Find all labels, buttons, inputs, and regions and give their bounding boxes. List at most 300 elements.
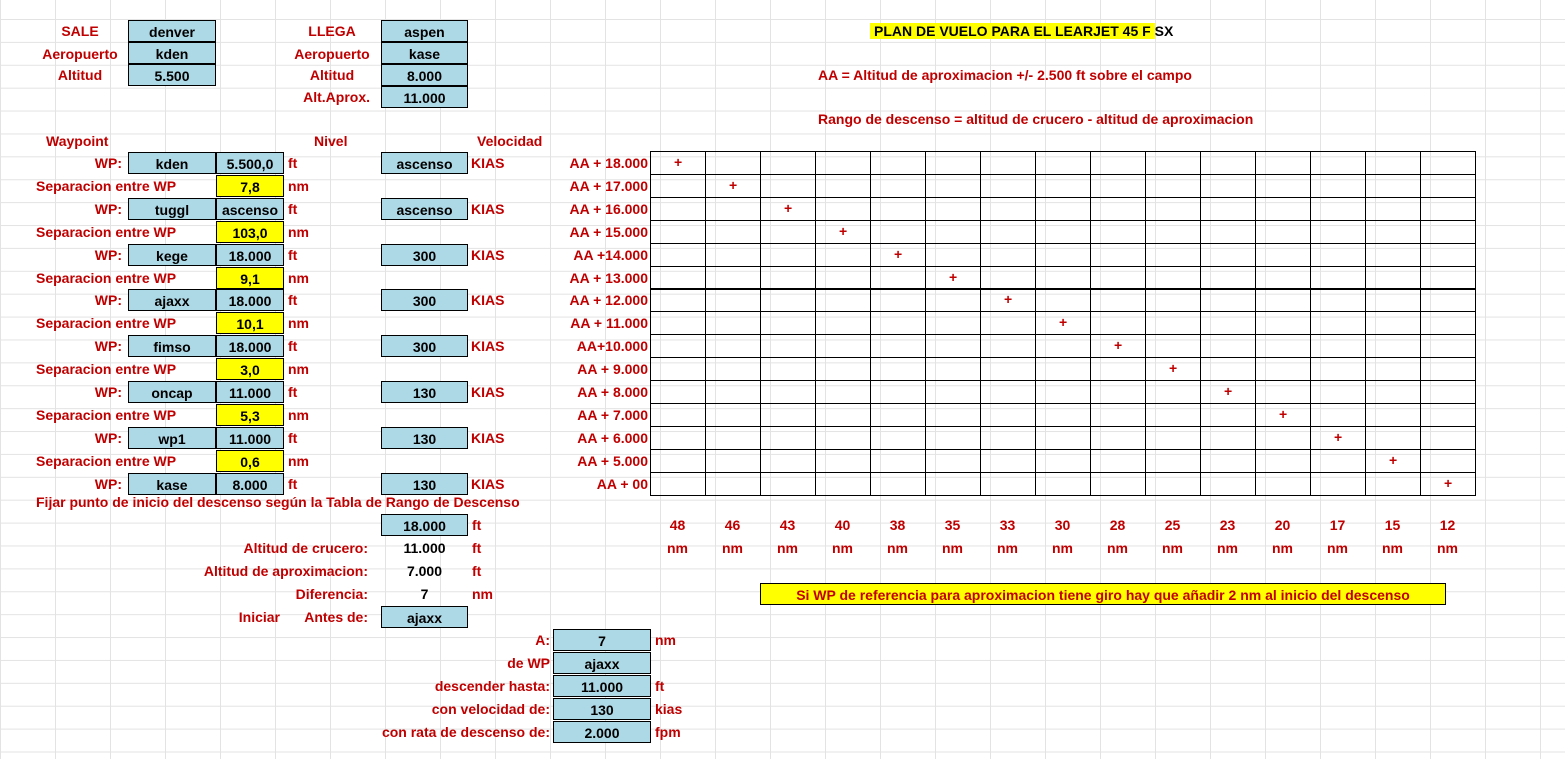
plus-mark: + bbox=[1279, 406, 1288, 422]
descent-row-label: AA + 18.000 bbox=[569, 155, 648, 171]
descent-grid-cell[interactable] bbox=[1035, 357, 1091, 381]
wp-name[interactable]: kege bbox=[128, 244, 216, 266]
wp-name[interactable]: tuggl bbox=[128, 198, 216, 220]
descent-grid-cell[interactable] bbox=[1255, 334, 1311, 358]
plus-mark: + bbox=[1389, 452, 1398, 468]
descent-grid-cell[interactable] bbox=[1035, 243, 1091, 267]
descent-grid-cell[interactable] bbox=[1145, 151, 1201, 175]
descent-grid-cell[interactable] bbox=[1035, 426, 1091, 450]
wp-level[interactable]: 18.000 bbox=[216, 335, 284, 357]
descent-grid-cell[interactable] bbox=[760, 472, 816, 496]
page-title: PLAN DE VUELO PARA EL LEARJET 45 F SX bbox=[870, 20, 1173, 42]
descent-grid-cell[interactable] bbox=[1420, 449, 1476, 473]
wp-level[interactable]: 5.500,0 bbox=[216, 152, 284, 174]
distance-value[interactable]: 7 bbox=[553, 629, 651, 651]
descent-grid-cell[interactable] bbox=[650, 311, 706, 335]
descent-grid-cell[interactable] bbox=[815, 151, 871, 175]
descent-grid-cell[interactable] bbox=[1090, 151, 1146, 175]
descent-grid-cell[interactable] bbox=[705, 472, 761, 496]
descent-grid-cell[interactable] bbox=[1365, 311, 1421, 335]
departure-altitude[interactable]: 5.500 bbox=[128, 64, 216, 86]
descent-grid-cell[interactable] bbox=[1090, 220, 1146, 244]
separation-value[interactable]: 0,6 bbox=[216, 450, 284, 472]
descent-grid-cell[interactable] bbox=[1310, 243, 1366, 267]
descent-grid-cell[interactable] bbox=[705, 220, 761, 244]
descent-grid-cell[interactable] bbox=[980, 357, 1036, 381]
descent-range-note: Rango de descenso = altitud de crucero - altitud de aproximacion bbox=[818, 111, 1254, 127]
descent-grid-cell[interactable] bbox=[1090, 472, 1146, 496]
descent-grid-cell[interactable] bbox=[1035, 472, 1091, 496]
descent-grid-cell[interactable] bbox=[980, 243, 1036, 267]
plus-mark: + bbox=[729, 177, 738, 193]
unit-ft: ft bbox=[655, 678, 665, 694]
turn-warning-note: Si WP de referencia para aproximacion tiene giro hay que añadir 2 nm al inicio del descenso bbox=[760, 583, 1446, 605]
descent-grid-cell[interactable] bbox=[925, 220, 981, 244]
descent-grid-cell[interactable] bbox=[1310, 174, 1366, 198]
distance-column-unit: nm bbox=[887, 540, 908, 556]
departure-airport[interactable]: kden bbox=[128, 42, 216, 64]
descent-grid-cell[interactable] bbox=[870, 357, 926, 381]
descent-grid-cell[interactable] bbox=[870, 197, 926, 221]
descent-grid-cell[interactable] bbox=[1145, 380, 1201, 404]
descent-grid-cell[interactable] bbox=[1310, 197, 1366, 221]
descent-grid-cell[interactable] bbox=[1255, 357, 1311, 381]
wp-level[interactable]: ascenso bbox=[216, 198, 284, 220]
arrival-altitude[interactable]: 8.000 bbox=[381, 64, 468, 86]
descent-grid-cell[interactable] bbox=[1035, 151, 1091, 175]
approach-altitude[interactable]: 11.000 bbox=[381, 86, 468, 108]
distance-column-value: 20 bbox=[1274, 517, 1291, 533]
descent-grid-cell[interactable] bbox=[650, 334, 706, 358]
separation-value[interactable]: 9,1 bbox=[216, 267, 284, 289]
descent-grid-cell[interactable] bbox=[1255, 449, 1311, 473]
descent-grid-cell[interactable] bbox=[1035, 220, 1091, 244]
descent-grid-cell[interactable] bbox=[705, 288, 761, 312]
descent-grid-cell[interactable] bbox=[980, 380, 1036, 404]
unit-nm: nm bbox=[288, 407, 309, 423]
descent-grid-cell[interactable] bbox=[1365, 403, 1421, 427]
descent-grid-cell[interactable] bbox=[760, 151, 816, 175]
descent-grid-cell[interactable] bbox=[1035, 174, 1091, 198]
descent-grid-cell[interactable] bbox=[1145, 449, 1201, 473]
unit-ft: ft bbox=[472, 563, 482, 579]
descent-grid-cell[interactable] bbox=[870, 334, 926, 358]
descent-grid-cell[interactable] bbox=[760, 266, 816, 290]
descent-rate-label: con rata de descenso de: bbox=[381, 724, 550, 740]
separation-label: Separacion entre WP bbox=[36, 224, 177, 240]
separation-value[interactable]: 5,3 bbox=[216, 404, 284, 426]
descent-grid-cell[interactable] bbox=[925, 403, 981, 427]
descent-grid-cell[interactable] bbox=[1255, 243, 1311, 267]
wp-level[interactable]: 11.000 bbox=[216, 427, 284, 449]
descent-grid-cell[interactable] bbox=[1310, 380, 1366, 404]
descent-grid-cell[interactable] bbox=[870, 472, 926, 496]
distance-column-unit: nm bbox=[1272, 540, 1293, 556]
descent-grid-cell[interactable] bbox=[1035, 403, 1091, 427]
descent-grid-cell[interactable] bbox=[925, 449, 981, 473]
descent-grid-cell[interactable] bbox=[705, 403, 761, 427]
before-waypoint[interactable]: ajaxx bbox=[381, 606, 468, 628]
descent-grid-cell[interactable] bbox=[1420, 174, 1476, 198]
descent-grid-cell[interactable] bbox=[815, 174, 871, 198]
descent-grid-cell[interactable] bbox=[650, 174, 706, 198]
descent-grid-cell[interactable] bbox=[1255, 472, 1311, 496]
wp-level[interactable]: 18.000 bbox=[216, 289, 284, 311]
descent-grid-cell[interactable] bbox=[1365, 426, 1421, 450]
descent-grid-cell[interactable] bbox=[1090, 174, 1146, 198]
descent-grid-cell[interactable] bbox=[980, 174, 1036, 198]
descent-grid-cell[interactable] bbox=[760, 311, 816, 335]
descent-grid-cell[interactable] bbox=[1200, 151, 1256, 175]
descent-grid-cell[interactable] bbox=[1365, 174, 1421, 198]
descent-grid-cell[interactable] bbox=[760, 357, 816, 381]
wp-speed[interactable]: 300 bbox=[381, 335, 468, 357]
distance-column-value: 38 bbox=[889, 517, 906, 533]
descent-grid-cell[interactable] bbox=[1035, 288, 1091, 312]
descent-grid-cell[interactable] bbox=[925, 174, 981, 198]
descent-grid-cell[interactable] bbox=[1090, 197, 1146, 221]
descent-grid-cell[interactable] bbox=[1365, 472, 1421, 496]
descent-grid-cell[interactable] bbox=[1255, 288, 1311, 312]
descent-grid-cell[interactable] bbox=[1200, 288, 1256, 312]
descent-grid-cell[interactable] bbox=[870, 220, 926, 244]
wp-speed[interactable]: 130 bbox=[381, 381, 468, 403]
separation-value[interactable]: 7,8 bbox=[216, 175, 284, 197]
descent-grid-cell[interactable] bbox=[650, 197, 706, 221]
plus-mark: + bbox=[894, 246, 903, 262]
descent-grid-cell[interactable] bbox=[1365, 151, 1421, 175]
descent-grid-cell[interactable] bbox=[650, 403, 706, 427]
descent-grid-cell[interactable] bbox=[925, 197, 981, 221]
descent-grid-cell[interactable] bbox=[1145, 197, 1201, 221]
unit-kias: KIAS bbox=[471, 155, 505, 171]
descent-grid-cell[interactable] bbox=[1145, 220, 1201, 244]
descent-grid-cell[interactable] bbox=[1145, 266, 1201, 290]
descent-grid-cell[interactable] bbox=[705, 334, 761, 358]
descent-rate-value[interactable]: 2.000 bbox=[553, 721, 651, 743]
descent-grid-cell[interactable] bbox=[760, 334, 816, 358]
wp-speed[interactable]: 300 bbox=[381, 244, 468, 266]
descent-grid-cell[interactable] bbox=[1145, 311, 1201, 335]
descent-grid-cell[interactable] bbox=[1090, 288, 1146, 312]
distance-column-unit: nm bbox=[777, 540, 798, 556]
descent-grid-cell[interactable] bbox=[1420, 311, 1476, 335]
descent-grid-cell[interactable] bbox=[1090, 266, 1146, 290]
separation-label: Separacion entre WP bbox=[36, 407, 177, 423]
descent-grid-cell[interactable] bbox=[650, 288, 706, 312]
descent-grid-cell[interactable] bbox=[1420, 266, 1476, 290]
descent-grid-cell[interactable] bbox=[1255, 220, 1311, 244]
wp-speed[interactable]: ascenso bbox=[381, 198, 468, 220]
descent-grid-cell[interactable] bbox=[870, 288, 926, 312]
descent-grid-cell[interactable] bbox=[815, 288, 871, 312]
approach-altitude-value[interactable]: 7.000 bbox=[406, 563, 443, 579]
descent-grid-cell[interactable] bbox=[1090, 426, 1146, 450]
descent-grid-cell[interactable] bbox=[870, 311, 926, 335]
departure-airport-label: Aeropuerto bbox=[42, 46, 118, 62]
difference-label: Diferencia: bbox=[295, 586, 368, 602]
unit-kias: kias bbox=[655, 701, 683, 717]
descent-grid-cell[interactable] bbox=[1310, 220, 1366, 244]
descent-grid-cell[interactable] bbox=[1090, 403, 1146, 427]
descent-grid-cell[interactable] bbox=[1365, 197, 1421, 221]
descent-grid-cell[interactable] bbox=[650, 449, 706, 473]
wp-name[interactable]: wp1 bbox=[128, 427, 216, 449]
descent-grid-cell[interactable] bbox=[760, 220, 816, 244]
descent-grid-cell[interactable] bbox=[815, 380, 871, 404]
descent-grid-cell[interactable] bbox=[870, 426, 926, 450]
descent-grid-cell[interactable] bbox=[1200, 243, 1256, 267]
descent-grid-cell[interactable] bbox=[650, 266, 706, 290]
descent-grid-cell[interactable] bbox=[980, 151, 1036, 175]
aa-definition-note: AA = Altitud de aproximacion +/- 2.500 ft sobre el campo bbox=[818, 67, 1192, 83]
descent-grid-cell[interactable] bbox=[1310, 288, 1366, 312]
descent-grid-cell[interactable] bbox=[925, 334, 981, 358]
descent-grid-cell[interactable] bbox=[1365, 266, 1421, 290]
descent-grid-cell[interactable] bbox=[760, 380, 816, 404]
descent-grid-cell[interactable] bbox=[870, 174, 926, 198]
descent-grid-cell[interactable] bbox=[815, 403, 871, 427]
descent-grid-cell[interactable] bbox=[925, 288, 981, 312]
descent-grid-cell[interactable] bbox=[1200, 334, 1256, 358]
wp-name[interactable]: kase bbox=[128, 473, 216, 495]
descent-grid-cell[interactable] bbox=[1365, 243, 1421, 267]
wp-label: WP: bbox=[94, 292, 122, 308]
wp-label: WP: bbox=[94, 155, 122, 171]
arrival-airport[interactable]: kase bbox=[381, 42, 468, 64]
descent-grid-cell[interactable] bbox=[760, 449, 816, 473]
unit-nm: nm bbox=[472, 586, 493, 602]
descent-grid-cell[interactable] bbox=[870, 151, 926, 175]
descent-grid-cell[interactable] bbox=[925, 426, 981, 450]
distance-column-value: 23 bbox=[1219, 517, 1236, 533]
descent-grid-cell[interactable] bbox=[705, 311, 761, 335]
descent-grid-cell[interactable] bbox=[980, 266, 1036, 290]
descent-grid-cell[interactable] bbox=[925, 311, 981, 335]
wp-level[interactable]: 11.000 bbox=[216, 381, 284, 403]
descent-grid-cell[interactable] bbox=[1200, 220, 1256, 244]
descent-grid-cell[interactable] bbox=[815, 266, 871, 290]
descent-grid-cell[interactable] bbox=[1145, 334, 1201, 358]
descent-grid-cell[interactable] bbox=[1035, 197, 1091, 221]
wp-name[interactable]: fimso bbox=[128, 335, 216, 357]
descent-grid-cell[interactable] bbox=[1145, 243, 1201, 267]
descent-grid-cell[interactable] bbox=[1145, 403, 1201, 427]
descent-row-label: AA+10.000 bbox=[576, 338, 648, 354]
plus-mark: + bbox=[1334, 429, 1343, 445]
descent-grid-cell[interactable] bbox=[1420, 426, 1476, 450]
descent-grid-cell[interactable] bbox=[1310, 311, 1366, 335]
descent-grid-cell[interactable] bbox=[1365, 334, 1421, 358]
descent-grid-cell[interactable] bbox=[1090, 380, 1146, 404]
unit-ft: ft bbox=[288, 292, 298, 308]
descent-grid-cell[interactable] bbox=[1200, 197, 1256, 221]
unit-kias: KIAS bbox=[471, 201, 505, 217]
unit-ft: ft bbox=[288, 247, 298, 263]
descent-grid-cell[interactable] bbox=[1310, 357, 1366, 381]
descent-grid-cell[interactable] bbox=[650, 220, 706, 244]
descent-grid-cell[interactable] bbox=[1090, 311, 1146, 335]
descent-grid-cell[interactable] bbox=[760, 403, 816, 427]
descent-grid-cell[interactable] bbox=[980, 449, 1036, 473]
descent-grid-cell[interactable] bbox=[1420, 243, 1476, 267]
descent-grid-cell[interactable] bbox=[925, 357, 981, 381]
descent-grid-cell[interactable] bbox=[870, 449, 926, 473]
separation-value[interactable]: 10,1 bbox=[216, 312, 284, 334]
wp-name[interactable]: ajaxx bbox=[128, 289, 216, 311]
descent-grid-cell[interactable] bbox=[1200, 426, 1256, 450]
wp-label: WP: bbox=[94, 201, 122, 217]
descent-grid-cell[interactable] bbox=[815, 243, 871, 267]
descent-grid-cell[interactable] bbox=[980, 426, 1036, 450]
descent-grid-cell[interactable] bbox=[1420, 357, 1476, 381]
descent-grid-cell[interactable] bbox=[870, 403, 926, 427]
from-wp-value[interactable]: ajaxx bbox=[553, 652, 651, 674]
descent-grid-cell[interactable] bbox=[760, 288, 816, 312]
separation-value[interactable]: 3,0 bbox=[216, 358, 284, 380]
difference-value[interactable]: 7 bbox=[420, 586, 429, 602]
descent-grid-cell[interactable] bbox=[925, 243, 981, 267]
descent-grid-cell[interactable] bbox=[1420, 151, 1476, 175]
descent-grid-cell[interactable] bbox=[1145, 174, 1201, 198]
descent-grid-cell[interactable] bbox=[980, 334, 1036, 358]
descent-grid-cell[interactable] bbox=[1420, 403, 1476, 427]
descent-grid-cell[interactable] bbox=[1255, 426, 1311, 450]
descent-grid-cell[interactable] bbox=[815, 311, 871, 335]
descent-grid-cell[interactable] bbox=[1200, 403, 1256, 427]
descent-grid-cell[interactable] bbox=[980, 220, 1036, 244]
descent-grid-cell[interactable] bbox=[1090, 243, 1146, 267]
descent-grid-cell[interactable] bbox=[815, 334, 871, 358]
wp-level[interactable]: 8.000 bbox=[216, 473, 284, 495]
descent-grid-cell[interactable] bbox=[1310, 472, 1366, 496]
descent-grid-cell[interactable] bbox=[650, 380, 706, 404]
descent-grid-cell[interactable] bbox=[925, 151, 981, 175]
descent-grid-cell[interactable] bbox=[815, 197, 871, 221]
descent-grid-cell[interactable] bbox=[1255, 380, 1311, 404]
descent-grid-cell[interactable] bbox=[1200, 472, 1256, 496]
cruise-altitude[interactable]: 11.000 bbox=[403, 540, 446, 556]
arrival-city[interactable]: aspen bbox=[381, 20, 468, 42]
descent-grid-cell[interactable] bbox=[705, 243, 761, 267]
descent-grid-cell[interactable] bbox=[925, 380, 981, 404]
descent-grid-cell[interactable] bbox=[815, 357, 871, 381]
descent-grid-cell[interactable] bbox=[980, 472, 1036, 496]
descent-grid-cell[interactable] bbox=[1420, 288, 1476, 312]
descent-grid-cell[interactable] bbox=[705, 197, 761, 221]
descent-grid-cell[interactable] bbox=[1365, 380, 1421, 404]
descent-grid-cell[interactable] bbox=[1035, 266, 1091, 290]
descent-grid-cell[interactable] bbox=[705, 266, 761, 290]
descent-grid-cell[interactable] bbox=[1145, 426, 1201, 450]
descent-grid-cell[interactable] bbox=[650, 472, 706, 496]
wp-speed[interactable]: 300 bbox=[381, 289, 468, 311]
wp-name[interactable]: oncap bbox=[128, 381, 216, 403]
descent-grid-cell[interactable] bbox=[1090, 449, 1146, 473]
unit-ft: ft bbox=[288, 384, 298, 400]
descent-grid-cell[interactable] bbox=[815, 426, 871, 450]
descent-grid-cell[interactable] bbox=[705, 151, 761, 175]
descent-grid-cell[interactable] bbox=[1090, 357, 1146, 381]
descent-grid-cell[interactable] bbox=[1255, 266, 1311, 290]
departure-altitude-label: Altitud bbox=[57, 67, 103, 83]
descent-grid-cell[interactable] bbox=[870, 266, 926, 290]
descent-grid-cell[interactable] bbox=[1145, 288, 1201, 312]
departure-city[interactable]: denver bbox=[128, 20, 216, 42]
descent-grid-cell[interactable] bbox=[1200, 266, 1256, 290]
wp-speed[interactable]: ascenso bbox=[381, 152, 468, 174]
wp-speed[interactable]: 130 bbox=[381, 427, 468, 449]
distance-column-unit: nm bbox=[1437, 540, 1458, 556]
descent-grid-cell[interactable] bbox=[705, 357, 761, 381]
descent-grid-cell[interactable] bbox=[1200, 174, 1256, 198]
distance-label: A: bbox=[535, 632, 550, 648]
descent-grid-cell[interactable] bbox=[760, 426, 816, 450]
descent-grid-cell[interactable] bbox=[1035, 380, 1091, 404]
descent-grid-cell[interactable] bbox=[705, 426, 761, 450]
descent-grid-cell[interactable] bbox=[925, 472, 981, 496]
descent-grid-cell[interactable] bbox=[1035, 449, 1091, 473]
descent-grid-cell[interactable] bbox=[1255, 197, 1311, 221]
waypoint-header: Waypoint bbox=[46, 133, 109, 149]
descent-grid-cell[interactable] bbox=[980, 197, 1036, 221]
descent-grid-cell[interactable] bbox=[650, 243, 706, 267]
descent-grid-cell[interactable] bbox=[1365, 220, 1421, 244]
descent-grid-cell[interactable] bbox=[760, 174, 816, 198]
descent-grid-cell[interactable] bbox=[1310, 449, 1366, 473]
descent-grid-cell[interactable] bbox=[1310, 151, 1366, 175]
descent-grid-cell[interactable] bbox=[1420, 334, 1476, 358]
descent-grid-cell[interactable] bbox=[650, 357, 706, 381]
descent-grid-cell[interactable] bbox=[1310, 334, 1366, 358]
descent-grid-cell[interactable] bbox=[815, 449, 871, 473]
unit-fpm: fpm bbox=[655, 724, 681, 740]
descent-grid-cell[interactable] bbox=[980, 403, 1036, 427]
descent-grid-cell[interactable] bbox=[650, 426, 706, 450]
descent-grid-cell[interactable] bbox=[1255, 174, 1311, 198]
wp-level[interactable]: 18.000 bbox=[216, 244, 284, 266]
descent-grid-cell[interactable] bbox=[1200, 357, 1256, 381]
descent-grid-cell[interactable] bbox=[1200, 311, 1256, 335]
separation-value[interactable]: 103,0 bbox=[216, 221, 284, 243]
descent-grid-cell[interactable] bbox=[1035, 334, 1091, 358]
descent-grid-cell[interactable] bbox=[870, 380, 926, 404]
descent-grid-cell[interactable] bbox=[1255, 311, 1311, 335]
descent-grid-cell[interactable] bbox=[705, 380, 761, 404]
descent-row-label: AA + 13.000 bbox=[569, 270, 648, 286]
descent-grid-cell[interactable] bbox=[980, 311, 1036, 335]
descent-grid-cell[interactable] bbox=[1420, 197, 1476, 221]
distance-column-value: 33 bbox=[999, 517, 1016, 533]
descent-grid-cell[interactable] bbox=[760, 243, 816, 267]
descent-grid-cell[interactable] bbox=[1365, 288, 1421, 312]
descent-grid-cell[interactable] bbox=[1420, 220, 1476, 244]
cruise-level-max[interactable]: 18.000 bbox=[381, 514, 468, 536]
descent-grid-cell[interactable] bbox=[1420, 380, 1476, 404]
descent-grid-cell[interactable] bbox=[1145, 472, 1201, 496]
descent-grid-cell[interactable] bbox=[705, 449, 761, 473]
wp-name[interactable]: kden bbox=[128, 152, 216, 174]
wp-speed[interactable]: 130 bbox=[381, 473, 468, 495]
speed-value[interactable]: 130 bbox=[553, 698, 651, 720]
descent-grid-cell[interactable] bbox=[1365, 357, 1421, 381]
descent-grid-cell[interactable] bbox=[1310, 403, 1366, 427]
descent-grid-cell[interactable] bbox=[815, 472, 871, 496]
descent-grid-cell[interactable] bbox=[1255, 151, 1311, 175]
descent-grid-cell[interactable] bbox=[1200, 449, 1256, 473]
descent-grid-cell[interactable] bbox=[1310, 266, 1366, 290]
descend-to-value[interactable]: 11.000 bbox=[553, 675, 651, 697]
